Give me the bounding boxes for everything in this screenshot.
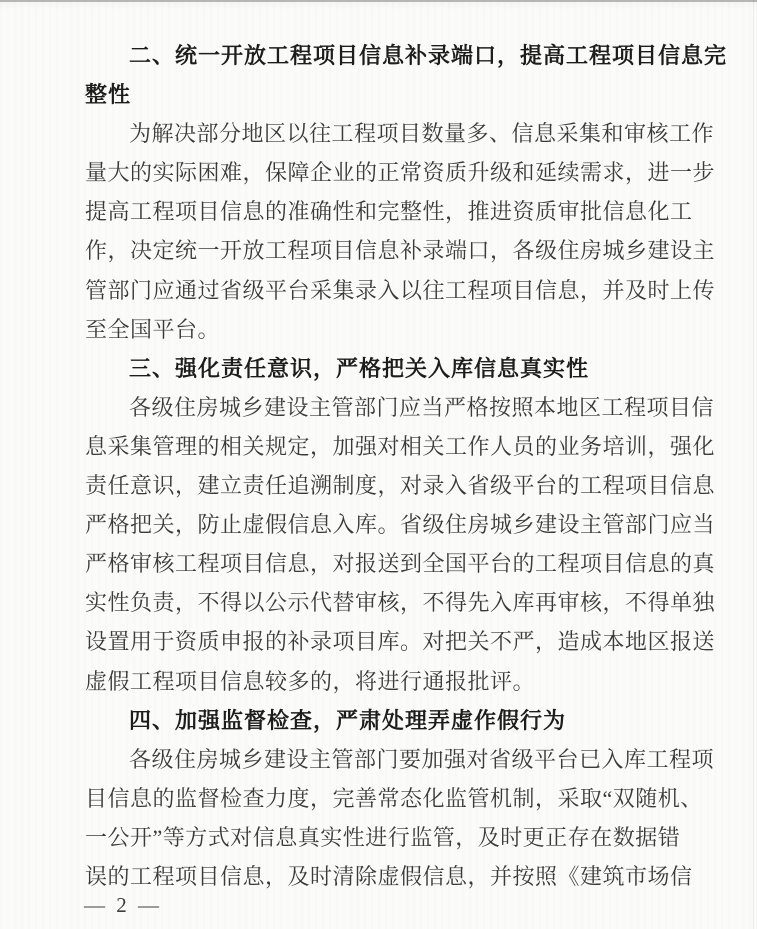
section-2-body-line-2: 量大的实际困难，保障企业的正常资质升级和延续需求，进一步 (85, 160, 716, 186)
section-2-body-line-3: 提高工程项目信息的准确性和完整性，推进资质审批信息化工 (85, 199, 693, 225)
scan-top-edge-line (0, 0, 757, 2)
section-4-body-line-4: 误的工程项目信息，及时清除虚假信息，并按照《建筑市场信 (85, 863, 693, 889)
section-4-body-line-3: 一公开”等方式对信息真实性进行监管，及时更正存在数据错 (85, 824, 681, 850)
section-2-body-line-6: 至全国平台。 (85, 316, 221, 342)
section-4-body-line-2: 目信息的监督检查力度，完善常态化监管机制，采取“双随机、 (85, 785, 703, 811)
section-4-heading-line-1: 四、加强监督检查，严肃处理弄虚作假行为 (129, 707, 567, 733)
section-3-body-line-5: 严格审核工程项目信息，对报送到全国平台的工程项目信息的真 (85, 551, 716, 577)
section-2-body-line-5: 管部门应通过省级平台采集录入以往工程项目信息，并及时上传 (85, 277, 716, 303)
section-2-body-line-1: 为解决部分地区以往工程项目数量多、信息采集和审核工作 (129, 121, 715, 147)
section-3-body-line-4: 严格把关，防止虚假信息入库。省级住房城乡建设主管部门应当 (85, 512, 716, 538)
section-2-body-line-4: 作，决定统一开放工程项目信息补录端口，各级住房城乡建设主 (85, 238, 716, 264)
document-content (85, 36, 728, 896)
page-number: — 2 — (84, 893, 162, 917)
scan-right-edge-line (753, 0, 754, 929)
section-3-body-line-8: 虚假工程项目信息较多的，将进行通报批评。 (85, 668, 536, 694)
section-3-body-line-3: 责任意识，建立责任追溯制度，对录入省级平台的工程项目信息 (85, 473, 716, 499)
section-2-heading-line-1: 二、统一开放工程项目信息补录端口，提高工程项目信息完 (129, 43, 728, 68)
section-3-body-line-7: 设置用于资质申报的补录项目库。对把关不严，造成本地区报送 (85, 629, 716, 655)
section-2-heading-line-2: 整性 (85, 82, 132, 108)
section-3-body-line-2: 息采集管理的相关规定，加强对相关工作人员的业务培训，强化 (85, 433, 716, 459)
section-3-body-line-1: 各级住房城乡建设主管部门应当严格按照本地区工程项目信 (129, 394, 715, 420)
section-4-body-line-1: 各级住房城乡建设主管部门要加强对省级平台已入库工程项 (129, 746, 715, 772)
section-3-body-line-6: 实性负责，不得以公示代替审核，不得先入库再审核，不得单独 (85, 590, 716, 616)
section-3-heading-line-1: 三、强化责任意识，严格把关入库信息真实性 (129, 355, 590, 381)
